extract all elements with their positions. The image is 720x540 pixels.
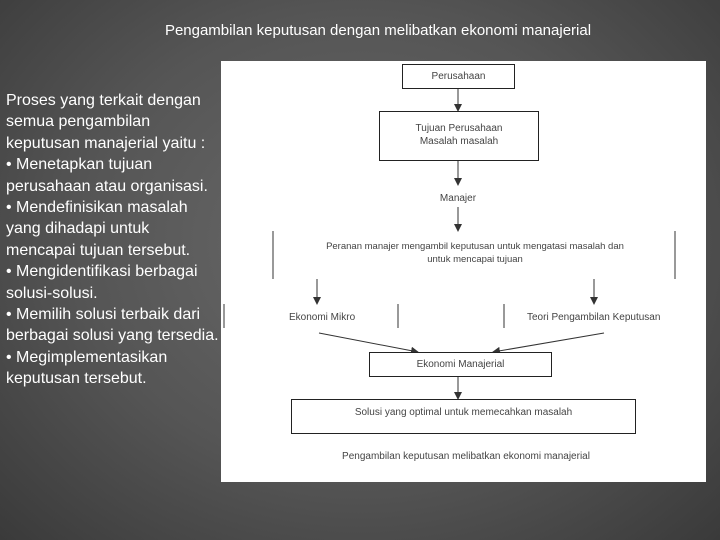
diagram-caption: Pengambilan keputusan melibatkan ekonomi manajerial bbox=[342, 451, 590, 462]
node-perusahaan: Perusahaan bbox=[402, 64, 515, 89]
body-intro: Proses yang terkait dengan semua pengambilan keputusan manajerial yaitu : bbox=[6, 92, 206, 152]
bullet-item: • Megimplementasikan keputusan tersebut. bbox=[6, 348, 168, 388]
body-text bbox=[6, 90, 220, 390]
bullet-item: • Mendefinisikan masalah yang dihadapi untuk mencapai tujuan tersebut. bbox=[6, 199, 191, 259]
node-peranan-manajer bbox=[281, 240, 669, 266]
tujuan-line-1: Tujuan Perusahaan bbox=[415, 123, 503, 134]
bullet-item: • Mengidentifikasi berbagai solusi-solusi. bbox=[6, 263, 198, 302]
bullet-item: • Menetapkan tujuan perusahaan atau organisasi. bbox=[6, 156, 208, 195]
flow-diagram bbox=[221, 61, 706, 482]
arrow-mikro-manajerial bbox=[319, 333, 418, 352]
arrow-teori-manajerial bbox=[493, 333, 604, 352]
node-teori-pengambilan-keputusan: Teori Pengambilan Keputusan bbox=[527, 312, 661, 323]
slide-title: Pengambilan keputusan dengan melibatkan ekonomi manajerial bbox=[164, 22, 592, 39]
node-solusi-optimal: Solusi yang optimal untuk memecahkan masalah bbox=[291, 399, 636, 434]
node-tujuan-perusahaan bbox=[379, 111, 539, 161]
tujuan-line-2: Masalah masalah bbox=[419, 136, 499, 147]
node-ekonomi-manajerial: Ekonomi Manajerial bbox=[369, 352, 552, 377]
node-manajer: Manajer bbox=[439, 193, 477, 204]
peranan-line-1: Peranan manajer mengambil keputusan untuk mengatasi masalah dan bbox=[326, 241, 624, 252]
node-ekonomi-mikro: Ekonomi Mikro bbox=[289, 312, 356, 323]
peranan-line-2: untuk mencapai tujuan bbox=[427, 254, 523, 265]
bullet-item: • Memilih solusi terbaik dari berbagai solusi yang tersedia. bbox=[6, 306, 219, 345]
